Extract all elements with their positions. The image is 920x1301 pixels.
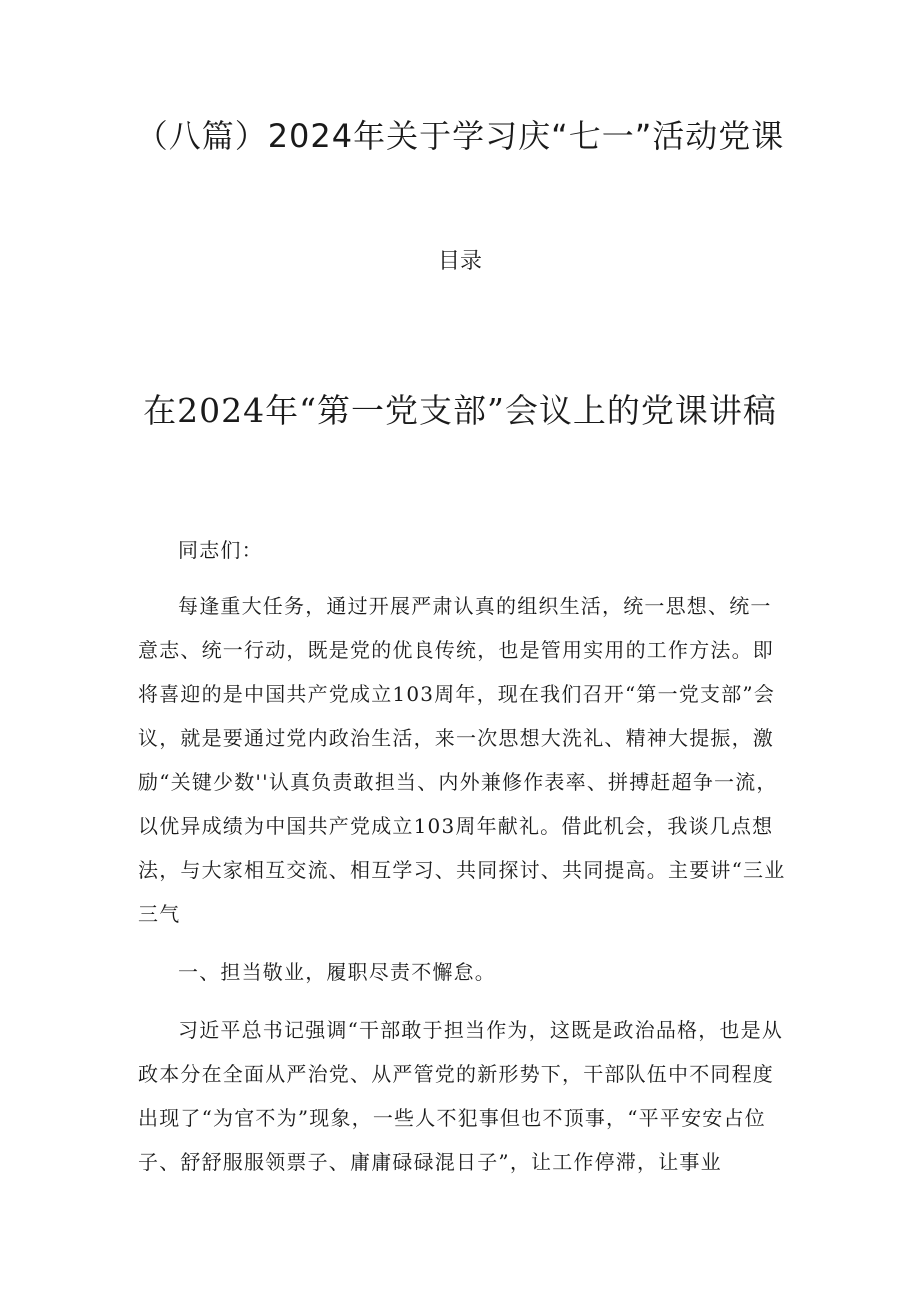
document-title: （八篇）2024年关于学习庆“七一”活动党课 [135,117,785,155]
salutation: 同志们： [178,538,263,562]
speech-title: 在2024年“第一党支部”会议上的党课讲稿 [143,391,777,430]
paragraph-1: 每逢重大任务，通过开展严肃认真的组织生活，统一思想、统一意志、统一行动，既是党的优良传统，也是管用实用的工作方法。即将喜迎的是中国共产党成立103周年，现在我们召开“第一党支部”会议，就是要通过党内政治生活，来一次思想大洗礼、精神大提振，激励“关键少数''认真负责敢担当、内外兼修作表率、拼搏赶超争一流，以优异成绩为中国共产党成立103周年献礼。借此机会，我谈几点想法，与大家相互交流、相互学习、共同探讨、共同提高。主要讲“三业三气 [138,594,786,926]
toc-heading: 目录 [437,249,482,274]
paragraph-2: 习近平总书记强调“干部敢于担当作为，这既是政治品格，也是从政本分在全面从严治党、从严管党的新形势下，干部队伍中不同程度出现了“为官不为”现象，一些人不犯事但也不顶事，“平平安安占位子、舒舒服服领票子、庸庸碌碌混日子”，让工作停滞，让事业 [138,1018,784,1174]
section-heading-1: 一、担当敬业，履职尽责不懈怠。 [178,960,496,984]
